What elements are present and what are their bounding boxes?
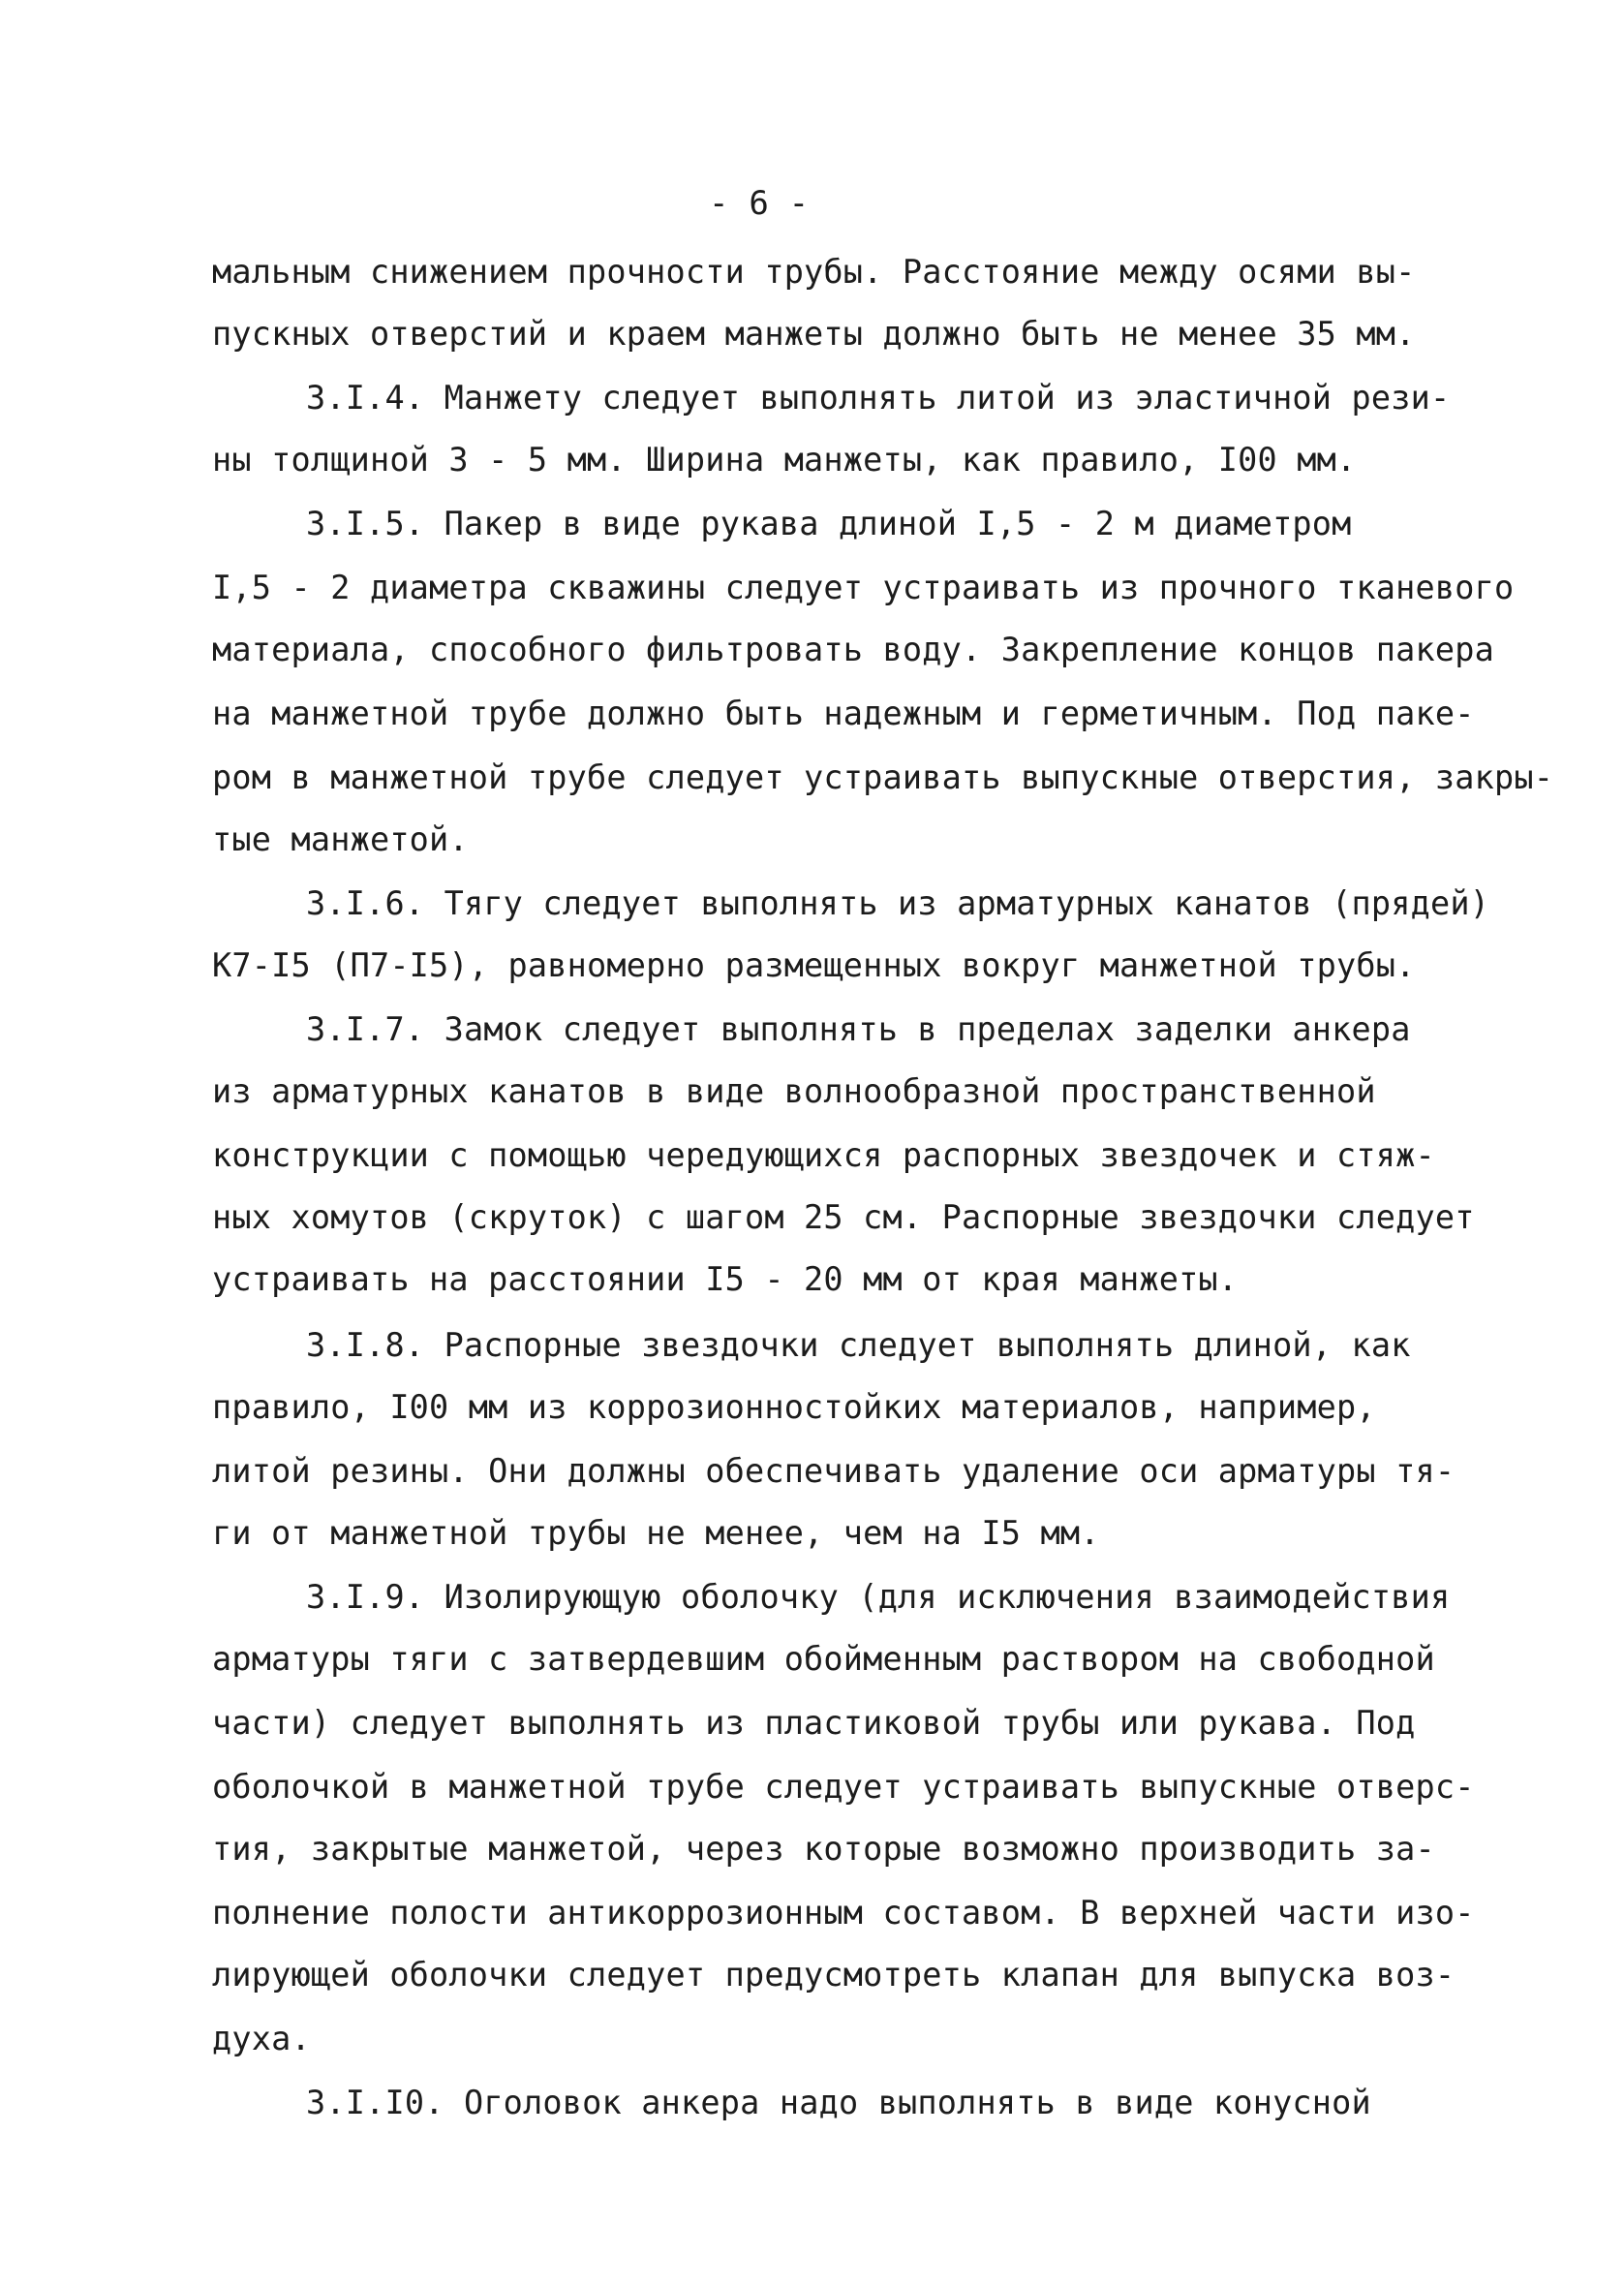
text-line: К7-I5 (П7-I5), равномерно размещенных вокруг манжетной трубы. [212,946,1416,984]
text-line: полнение полости антикоррозионным составом. В верхней части изо- [212,1894,1475,1932]
text-line: I,5 - 2 диаметра скважины следует устраивать из прочного тканевого [212,569,1515,606]
text-line: 3.I.5. Пакер в виде рукава длиной I,5 - 2 м диаметром [306,505,1352,542]
text-line: арматуры тяги с затвердевшим обойменным раствором на свободной [212,1640,1435,1678]
text-line: ром в манжетной трубе следует устраивать выпускные отверстия, закры- [212,758,1554,796]
text-line: части) следует выполнять из пластиковой трубы или рукава. Под [212,1704,1416,1742]
text-line: 3.I.4. Манжету следует выполнять литой из эластичной рези- [306,379,1451,417]
text-line: ных хомутов (скруток) с шагом 25 см. Распорные звездочки следует [212,1198,1475,1236]
text-line: 3.I.I0. Оголовок анкера надо выполнять в виде конусной [306,2084,1371,2121]
text-line: тые манжетой. [212,820,469,858]
text-line: ны толщиной 3 - 5 мм. Ширина манжеты, как правило, I00 мм. [212,441,1357,479]
text-line: устраивать на расстоянии I5 - 20 мм от края манжеты. [212,1260,1239,1298]
text-line: мальным снижением прочности трубы. Расстояние между осями вы- [212,253,1416,291]
text-line: материала, способного фильтровать воду. Закрепление концов пакера [212,631,1494,668]
text-line: литой резины. Они должны обеспечивать удаление оси арматуры тя- [212,1452,1455,1490]
page-number: - 6 - [709,184,810,223]
text-line: 3.I.7. Замок следует выполнять в пределах заделки анкера [306,1010,1411,1048]
text-line: ги от манжетной трубы не менее, чем на I5 мм. [212,1514,1100,1552]
text-line: 3.I.9. Изолирующую оболочку (для исключения взаимодействия [306,1578,1451,1616]
text-line: духа. [212,2020,311,2057]
text-line: 3.I.6. Тягу следует выполнять из арматурных канатов (прядей) [306,884,1490,922]
text-line: оболочкой в манжетной трубе следует устраивать выпускные отверс- [212,1768,1475,1806]
text-line: пускных отверстий и краем манжеты должно быть не менее 35 мм. [212,315,1416,353]
text-line: из арматурных канатов в виде волнообразной пространственной [212,1072,1376,1110]
text-line: правило, I00 мм из коррозионностойких материалов, например, [212,1388,1376,1426]
text-line: лирующей оболочки следует предусмотреть клапан для выпуска воз- [212,1956,1455,1994]
text-line: тия, закрытые манжетой, через которые возможно производить за- [212,1830,1435,1868]
text-line: 3.I.8. Распорные звездочки следует выполнять длиной, как [306,1326,1411,1364]
text-line: конструкции с помощью чередующихся распорных звездочек и стяж- [212,1136,1435,1174]
text-line: на манжетной трубе должно быть надежным и герметичным. Под паке- [212,695,1475,732]
